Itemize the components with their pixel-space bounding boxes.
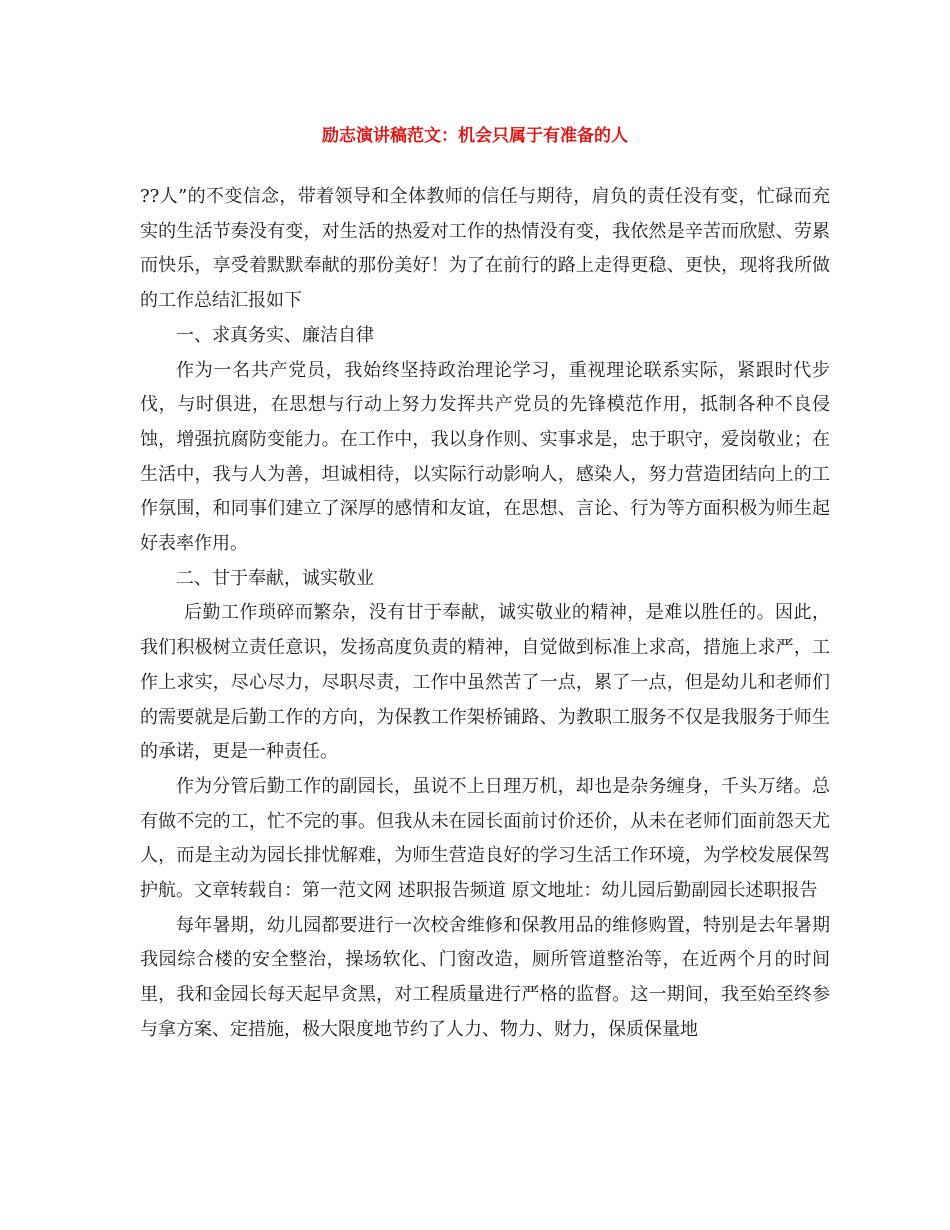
paragraph-vice-principal: 作为分管后勤工作的副园长，虽说不上日理万机，却也是杂务缠身，千头万绪。总有做不完的工，忙不完的事。但我从未在园长面前讨价还价，从未在老师们面前怨天尤人，而是主动为园长排忧解难，为师生营造良好的学习生活工作环境，为学校发展保驾护航。文章转载自：第一范文网 述职报告频道 原文地址：幼儿园后勤副园长述职报告 bbox=[140, 775, 830, 902]
document-body bbox=[140, 180, 830, 1048]
paragraph-party-member: 作为一名共产党员，我始终坚持政治理论学习，重视理论联系实际，紧跟时代步伐，与时俱进，在思想与行动上努力发挥共产党员的先锋模范作用，抵制各种不良侵蚀，增强抗腐防变能力。在工作中，我以身作则、实事求是，忠于职守，爱岗敬业；在生活中，我与人为善，坦诚相待，以实际行动影响人，感染人，努力营造团结向上的工作氛围，和同事们建立了深厚的感情和友谊，在思想、言论、行为等方面积极为师生起好表率作用。 bbox=[140, 359, 830, 555]
paragraph-summer-repair: 每年暑期，幼儿园都要进行一次校舍维修和保教用品的维修购置，特别是去年暑期我园综合楼的安全整治，操场软化、门窗改造，厕所管道整治等，在近两个月的时间里，我和金园长每天起早贪黑，对工程质量进行严格的监督。这一期间，我至始至终参与拿方案、定措施，极大限度地节约了人力、物力、财力，保质保量地 bbox=[140, 914, 830, 1040]
document-title: 励志演讲稿范文：机会只属于有准备的人 bbox=[322, 126, 628, 146]
paragraph-logistics: 后勤工作琐碎而繁杂，没有甘于奉献，诚实敬业的精神，是难以胜任的。因此，我们积极树立责任意识，发扬高度负责的精神，自觉做到标准上求高，措施上求严，工作上求实，尽心尽力，尽职尽责，工作中虽然苦了一点，累了一点，但是幼儿和老师们的需要就是后勤工作的方向，为保教工作架桥铺路、为教职工服务不仅是我服务于师生的承诺，更是一种责任。 bbox=[140, 602, 830, 763]
section-heading-1: 一、求真务实、廉洁自律 bbox=[176, 324, 374, 346]
paragraph-intro: ??人”的不变信念，带着领导和全体教师的信任与期待，肩负的责任没有变，忙碌而充实的生活节奏没有变，对生活的热爱对工作的热情没有变，我依然是辛苦而欣慰、劳累而快乐，享受着默默奉献的那份美好！为了在前行的路上走得更稳、更快，现将我所做的工作总结汇报如下 bbox=[140, 186, 830, 312]
section-heading-2: 二、甘于奉献，诚实敬业 bbox=[176, 567, 374, 589]
